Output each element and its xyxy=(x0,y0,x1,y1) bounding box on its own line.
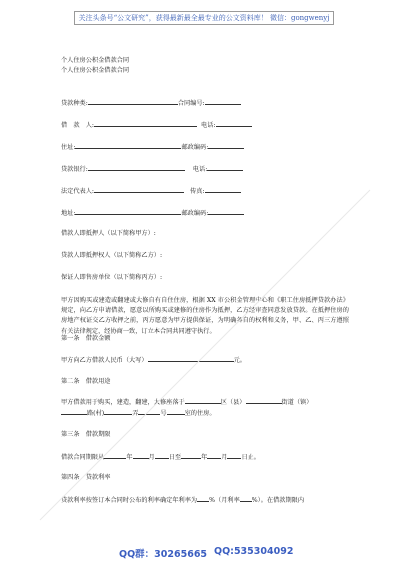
blank-line xyxy=(104,451,126,459)
section-3-title: 第三条 借款期限 xyxy=(61,431,111,438)
year-label: 年 xyxy=(126,454,133,461)
footer-qq-group: QQ群：30265665 xyxy=(119,549,208,560)
field-label-phone: 电话: xyxy=(201,122,216,129)
party-a: 借款人即抵押人（以下简称甲方）: xyxy=(61,230,156,237)
field-label-address: 住址: xyxy=(61,144,76,151)
document-subtitle: 个人住房公积金借款合同 xyxy=(61,67,130,74)
blank-line xyxy=(205,97,241,105)
field-row-legal xyxy=(61,185,241,196)
blank-line xyxy=(155,451,169,459)
footer-qq: QQ:535304092 xyxy=(214,546,294,557)
field-label-borrower: 借 款 人: xyxy=(61,122,95,129)
blank-line xyxy=(227,451,241,459)
month-label: 月 xyxy=(148,454,155,461)
field-label-fax: 传真: xyxy=(190,188,205,195)
section-2-title: 第二条 借款用途 xyxy=(61,378,111,385)
intro-paragraph: 甲方因购买或建造或翻建或大修自有自住住房，根据 XX 市公积金管理中心和《职工住房抵押贷款办法》规定，向乙方申请借款，愿意以所购买或建修的住房作为抵押，乙方经审查同意发放贷款。在抵押住房的房地产权证交乙方收押之前，丙方愿意为甲方提供保证，为明确各自的权利和义务，甲、乙、丙三方遵照有关法律规定，经协商一致，订立本合同共同遵守执行。 xyxy=(61,297,349,335)
banner-text: 关注头条号“公文研究”，获得最新最全最专业的公文资料库！ 微信：gongwenyj xyxy=(74,11,335,25)
blank-line xyxy=(208,141,244,149)
section-1-body xyxy=(61,354,246,365)
year-label: 年 xyxy=(201,454,208,461)
section-2-room: 室的住房。 xyxy=(184,410,216,417)
blank-line xyxy=(104,407,132,415)
section-4-text: 贷款利率按签订本合同时公布的利率确定年利率为 xyxy=(61,497,198,504)
month-label: 月 xyxy=(221,454,228,461)
top-banner xyxy=(0,8,408,28)
blank-line xyxy=(138,407,160,415)
document-title: 个人住房公积金借款合同 xyxy=(61,57,130,64)
blank-line xyxy=(208,207,244,215)
blank-line xyxy=(61,407,87,415)
blank-line xyxy=(240,494,252,502)
section-4-monthly: %（月利率 xyxy=(209,497,240,504)
section-3-body xyxy=(61,451,260,462)
field-label-phone2: 电话: xyxy=(192,166,208,173)
section-3-text: 借款合同期限从 xyxy=(61,454,105,461)
blank-line xyxy=(88,97,178,105)
field-row-bank xyxy=(61,163,243,174)
blank-line xyxy=(167,407,185,415)
day-label: 日止。 xyxy=(241,454,260,461)
field-row-borrower xyxy=(61,119,252,130)
blank-line xyxy=(207,163,243,171)
blank-line xyxy=(216,119,252,127)
section-2-body-line2 xyxy=(61,407,216,418)
blank-line xyxy=(75,207,181,215)
blank-line xyxy=(207,451,221,459)
section-2-body-line1 xyxy=(61,396,312,407)
field-label-legal-rep: 法定代表人: xyxy=(61,188,95,195)
section-4-tail: %）。在借款期限内 xyxy=(251,497,305,504)
field-label-postcode2: 邮政编码: xyxy=(181,210,209,217)
field-row-address xyxy=(61,141,244,152)
field-label-contract-no: 合同编号: xyxy=(177,100,205,107)
section-2-street: 街道（镇） xyxy=(281,399,313,406)
field-label-postcode: 邮政编码: xyxy=(181,144,209,151)
blank-line xyxy=(205,185,241,193)
blank-line xyxy=(185,396,221,404)
section-4-body xyxy=(61,494,304,505)
section-2-lane: 弄 xyxy=(132,410,139,417)
field-row-type xyxy=(61,97,241,108)
day-label: 日至 xyxy=(168,454,182,461)
field-label-address2: 地址: xyxy=(61,210,76,217)
section-1-text: 甲方向乙方借款人民币（大写） xyxy=(61,357,148,364)
section-2-road: 路(村) xyxy=(87,410,105,417)
party-b: 贷款人即抵押权人（以下简称乙方）: xyxy=(61,252,163,259)
blank-line xyxy=(75,141,181,149)
blank-line xyxy=(88,163,185,171)
section-2-number: 号 xyxy=(160,410,167,417)
blank-line xyxy=(197,494,209,502)
blank-line xyxy=(94,119,197,127)
blank-line xyxy=(133,451,149,459)
blank-line xyxy=(94,185,184,193)
blank-line xyxy=(148,354,234,362)
party-c: 保证人即售房单位（以下简称丙方）: xyxy=(61,274,163,281)
blank-line xyxy=(181,451,201,459)
field-label-bank: 贷款银行: xyxy=(61,166,88,173)
section-4-title: 第四条 贷款利率 xyxy=(61,474,111,481)
field-label-type: 贷款种类: xyxy=(61,100,88,107)
section-2-text: 甲方借款用于购买，建造，翻建，大修座落于 xyxy=(61,399,185,406)
section-2-district: 区（县） xyxy=(220,399,246,406)
footer-watermark xyxy=(0,546,408,562)
section-1-title: 第一条 借款金额 xyxy=(61,335,111,342)
blank-line xyxy=(246,396,282,404)
section-1-unit: 元。 xyxy=(233,357,246,364)
field-row-address2 xyxy=(61,207,244,218)
